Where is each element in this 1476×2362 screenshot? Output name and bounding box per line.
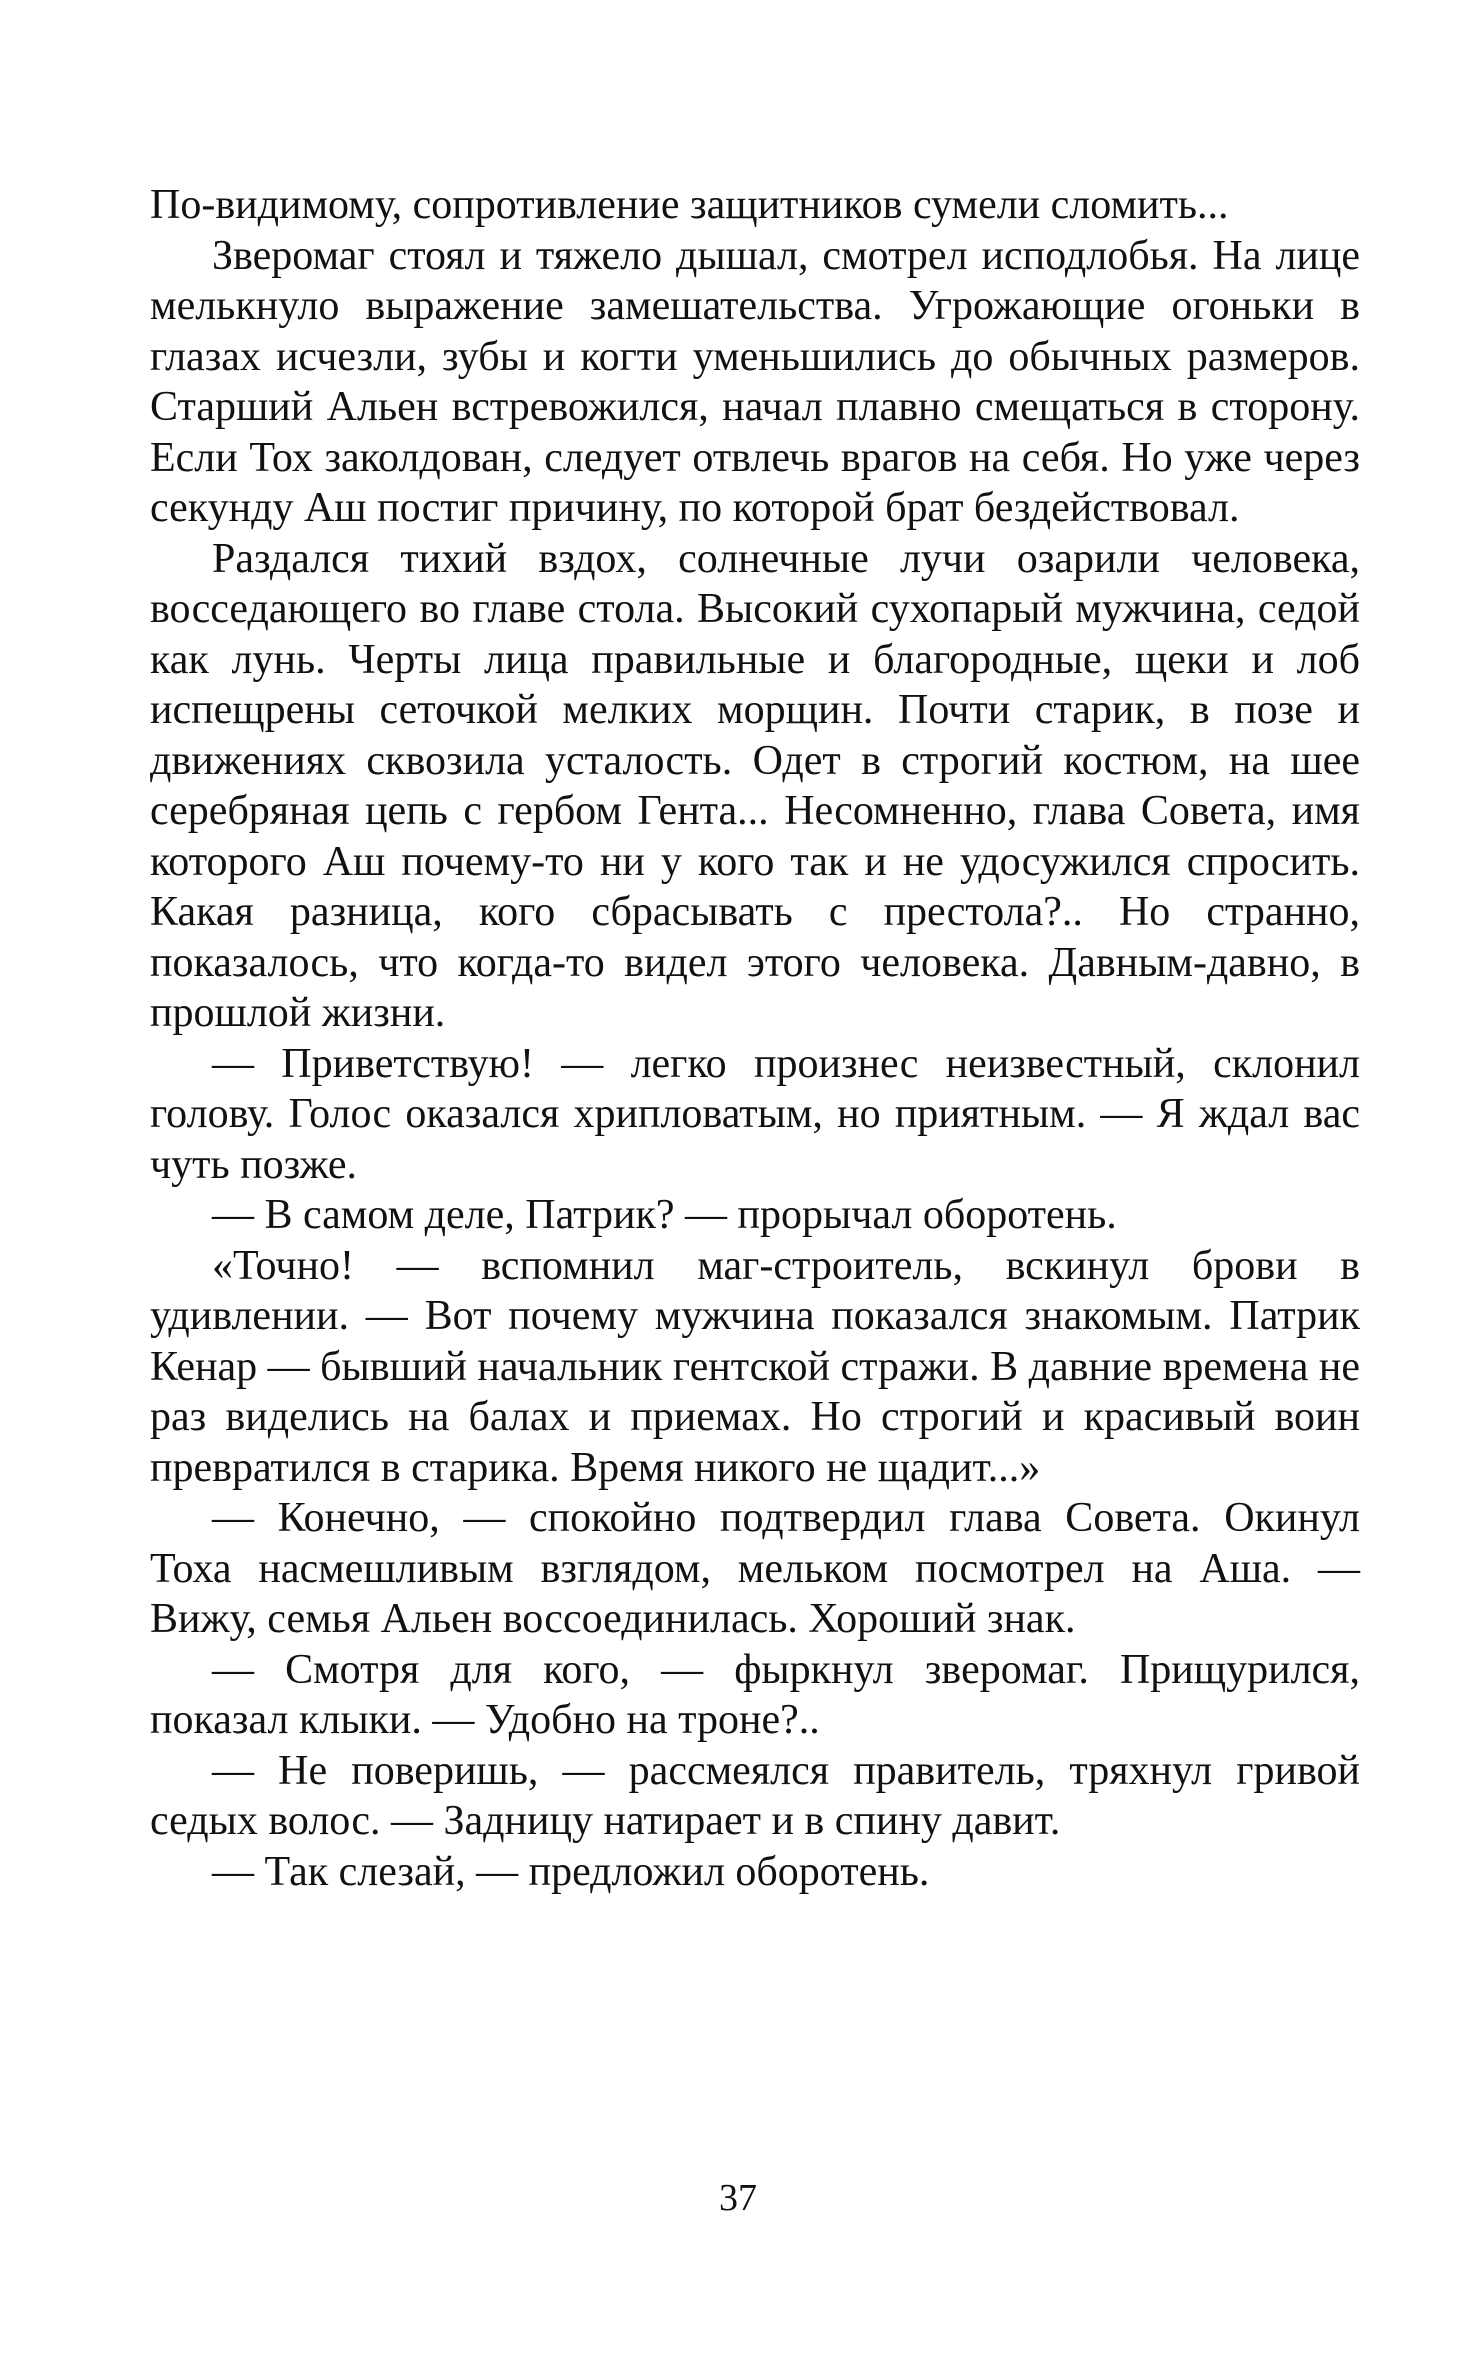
dialogue-paragraph: — Не поверишь, — рассмеялся правитель, тряхнул гривой седых волос. — Задницу натирает и в спину давит. [150, 1747, 1360, 1844]
dialogue-paragraph: — Так слезай, — предложил оборотень. [212, 1848, 930, 1895]
dialogue-paragraph: — Конечно, — спокойно подтвердил глава Совета. Окинул Тоха насмешливым взглядом, мельком посмотрел на Аша. — Вижу, семья Альен воссоединилась. Хороший знак. [150, 1495, 1360, 1642]
dialogue-paragraph: — Смотря для кого, — фыркнул звeромаг. Прищурился, показал клыки. — Удобно на троне?.. [150, 1646, 1360, 1743]
paragraph: «Точно! — вспомнил маг-строитель, вскинул брови в удивлении. — Вот почему мужчина показался знакомым. Патрик Кенар — бывший начальник гентской стражи. В давние времена не раз виделись на балах и приемах. Но строгий и красивый воин превратился в старика. Время никого не щадит...» [150, 1242, 1361, 1491]
paragraph: Зверомаг стоял и тяжело дышал, смотрел исподлобья. На лице мелькнуло выражение замешательства. Угрожающие огоньки в глазах исчезли, зубы и когти уменьшились до обычных размеров. Старший Альен встревожился, начал плавно смещаться в сторону. Если Тох заколдован, следует отвлечь врагов на себя. Но уже через секунду Аш постиг причину, по которой брат бездействовал. [150, 232, 1360, 531]
paragraph: По-видимому, сопротивление защитников сумели сломить... [150, 182, 1229, 228]
dialogue-paragraph: — В самом деле, Патрик? — прорычал оборотень. [212, 1192, 1117, 1238]
book-page-text [150, 180, 1360, 1897]
paragraph: Раздался тихий вздох, солнечные лучи озарили человека, восседающего во главе стола. Высокий сухопарый мужчина, седой как лунь. Черты лица правильные и благородные, щеки и лоб испещрены сеточкой мелких морщин. Почти старик, в позе и движениях сквозила усталость. Одет в строгий костюм, на шее серебряная цепь с гербом Гента... Несомненно, глава Совета, имя которого Аш почему-то ни у кого так и не удосужился спросить. Какая разница, кого сбрасывать с престола?.. Но странно, показалось, что когда-то видел этого человека. Давным-давно, в прошлой жизни. [150, 535, 1360, 1036]
dialogue-paragraph: — Приветствую! — легко произнес неизвестный, склонил голову. Голос оказался хрипловатым, но приятным. — Я ждал вас чуть позже. [150, 1040, 1360, 1188]
page-number: 37 [719, 2177, 757, 2219]
